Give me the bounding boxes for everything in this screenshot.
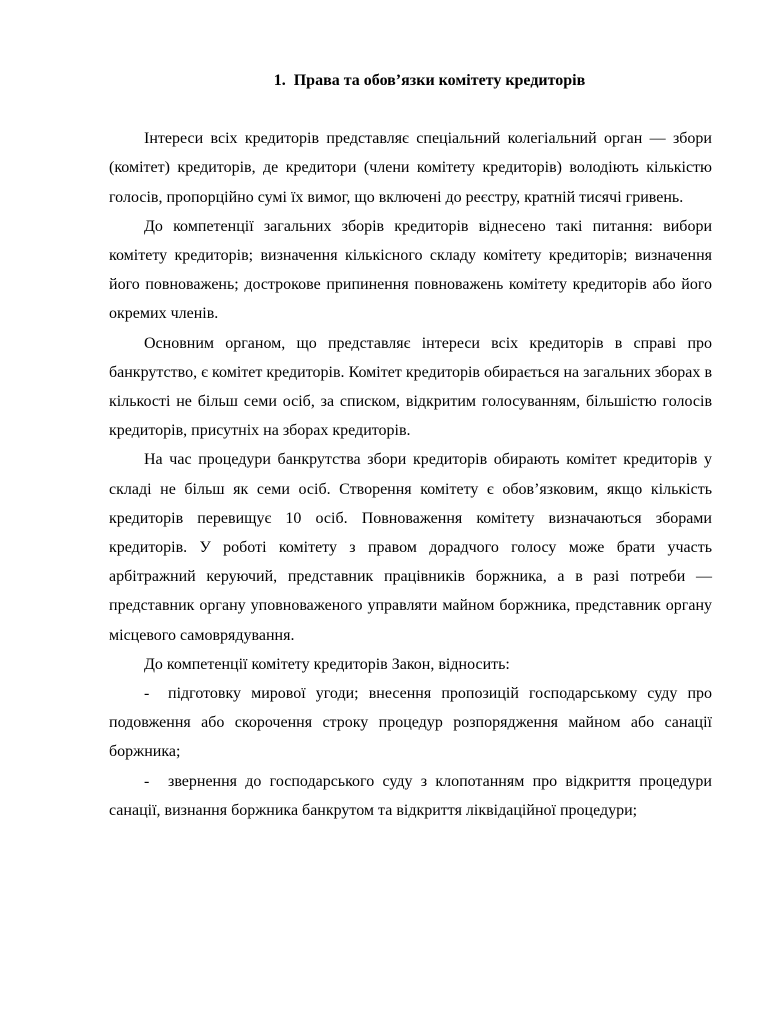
list-item bbox=[109, 679, 712, 767]
paragraph-main-body: Основним органом, що представляє інтереси всіх кредиторів в справі про банкрутство, є комітет кредиторів. Комітет кредиторів обирається на загальних зборах в кількості не більш семи осіб, за списком, відкритим голосуванням, більшістю голосів кредиторів, присутніх на зборах кредиторів. bbox=[109, 334, 712, 440]
list-item bbox=[109, 767, 712, 825]
document-page bbox=[109, 66, 712, 825]
paragraph-bankruptcy-procedure: На час процедури банкрутства збори кредиторів обирають комітет кредиторів у складі не більш як семи осіб. Створення комітету є обов’язковим, якщо кількість кредиторів перевищує 10 осіб. Повноваження комітету визначаються зборами кредиторів. У роботі комітету з правом дорадчого голосу може брати участь арбітражний керуючий, представник працівників боржника, а в разі потреби — представник органу уповноваженого управляти майном боржника, представник органу місцевого самоврядування. bbox=[109, 451, 712, 644]
list-item-text: звернення до господарського суду з клопотанням про відкриття процедури санації, визнання боржника банкрутом та відкриття ліквідаційної процедури; bbox=[109, 772, 712, 819]
section-heading bbox=[109, 66, 712, 95]
section-title: Права та обов’язки комітету кредиторів bbox=[293, 72, 586, 89]
paragraph-committee-competence: До компетенції комітету кредиторів Закон, відносить: bbox=[144, 655, 510, 673]
paragraph-general-meeting-competence: До компетенції загальних зборів кредиторів віднесено такі питання: вибори комітету кредиторів; визначення кількісного складу комітету кредиторів; визначення його повноважень; дострокове припинення повноважень комітету кредиторів або його окремих членів. bbox=[109, 217, 712, 323]
list-item-text: підготовку мирової угоди; внесення пропозицій господарському суду про подовження або скорочення строку процедур розпорядження майном або санації боржника; bbox=[109, 685, 712, 761]
list-marker: - bbox=[144, 685, 150, 703]
paragraph-creditors-interests: Інтереси всіх кредиторів представляє спеціальний колегіальний орган — збори (комітет) кредиторів, де кредитори (члени комітету кредиторів) володіють кількістю голосів, пропорційно сумі їх вимог, що включені до реєстру, кратній тисячі гривень. bbox=[109, 130, 712, 206]
list-marker: - bbox=[144, 772, 150, 790]
section-number: 1. bbox=[273, 72, 286, 89]
